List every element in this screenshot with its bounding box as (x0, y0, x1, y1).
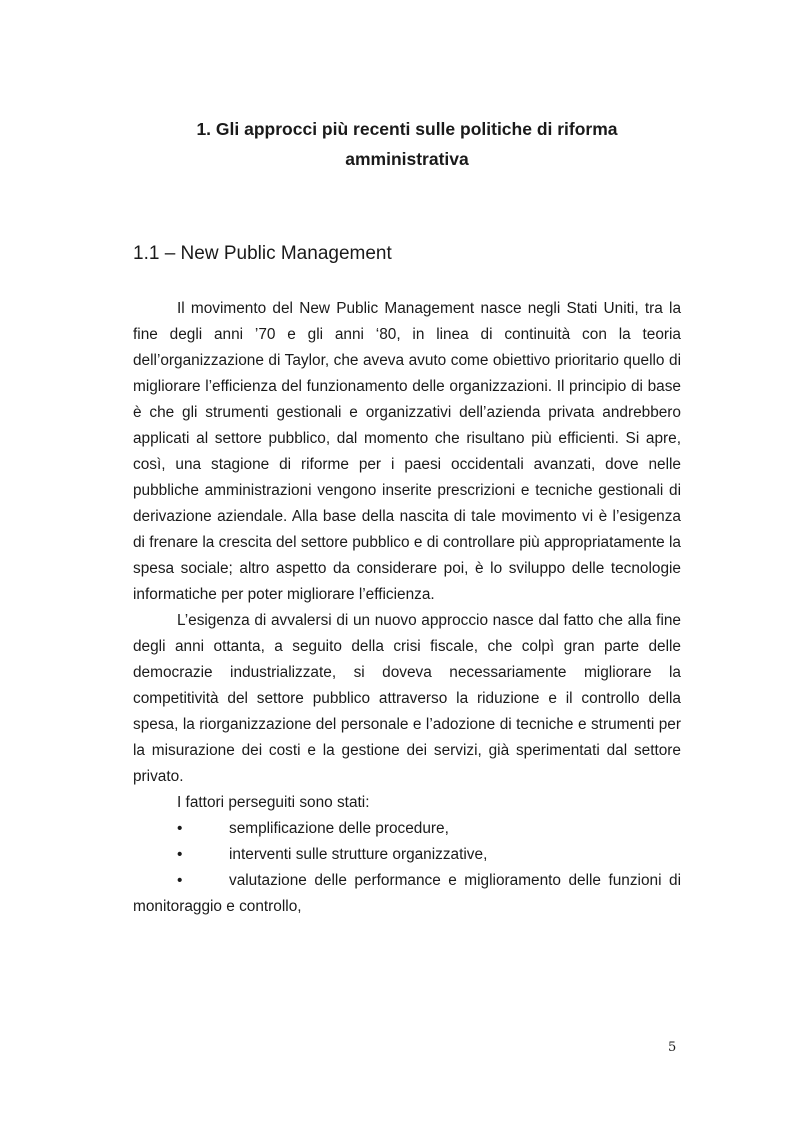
page-number: 5 (668, 1040, 677, 1055)
bullet-icon: • (177, 846, 183, 863)
paragraph: L’esigenza di avvalersi di un nuovo approccio nasce dal fatto che alla fine degli anni ottanta, a seguito della crisi fiscale, che colpì gran parte delle democrazie industrializzate, si doveva necessariamente migliorare la competitività del settore pubblico attraverso la riduzione e il controllo della spesa, la riorganizzazione del personale e l’adozione di tecniche e strumenti per la misurazione dei costi e la gestione dei servizi, già sperimentati dal settore privato. (133, 612, 681, 785)
list-item-text: valutazione delle performance e miglioramento delle funzioni di monitoraggio e controllo, (133, 872, 681, 915)
list-item-text: interventi sulle strutture organizzative, (229, 846, 488, 863)
body-text (133, 296, 681, 920)
list-item (133, 842, 681, 868)
bullet-list (133, 816, 681, 920)
paragraph: I fattori perseguiti sono stati: (177, 794, 370, 811)
bullet-icon: • (177, 820, 183, 837)
chapter-number: 1. (196, 119, 212, 139)
chapter-title (133, 114, 681, 174)
list-item (133, 816, 681, 842)
list-item (133, 868, 681, 920)
chapter-title-text: Gli approcci più recenti sulle politiche di riforma amministrativa (215, 119, 618, 169)
list-item-text: semplificazione delle procedure, (229, 820, 449, 837)
bullet-icon: • (177, 872, 183, 889)
paragraph: Il movimento del New Public Management nasce negli Stati Uniti, tra la fine degli anni ’70 e gli anni ‘80, in linea di continuità con la teoria dell’organizzazione di Taylor, che aveva avuto come obiettivo prioritario quello di migliorare l’efficienza del funzionamento delle organizzazioni. Il principio di base è che gli strumenti gestionali e organizzativi dell’azienda privata andrebbero applicati al settore pubblico, dal momento che risultano più efficienti. Si apre, così, una stagione di riforme per i paesi occidentali avanzati, dove nelle pubbliche amministrazioni vengono inserite prescrizioni e tecniche gestionali di derivazione aziendale. Alla base della nascita di tale movimento vi è l’esigenza di frenare la crescita del settore pubblico e di controllare più appropriatamente la spesa sociale; altro aspetto da considerare poi, è lo sviluppo delle tecnologie informatiche per poter migliorare l’efficienza. (133, 300, 681, 603)
section-title: 1.1 – New Public Management (133, 243, 392, 264)
